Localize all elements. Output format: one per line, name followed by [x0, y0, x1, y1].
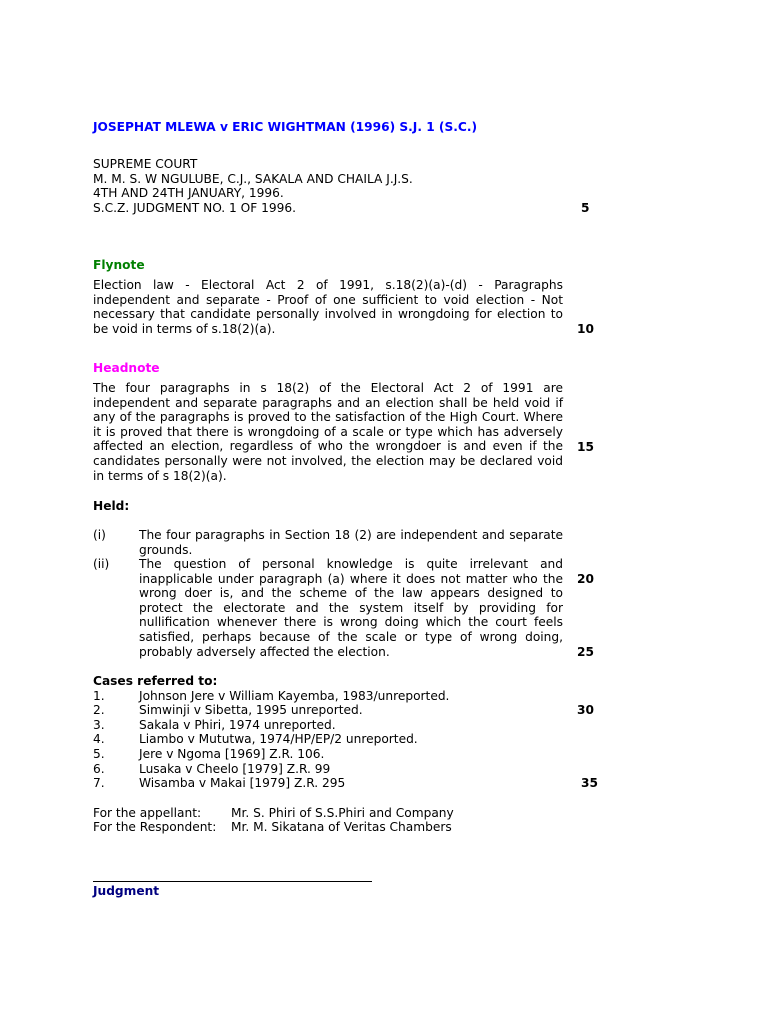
case-number: 3.	[93, 718, 105, 732]
line-number: 10	[577, 322, 594, 336]
held-item-text: The question of personal knowledge is quite irrelevant and inapplicable under paragraph (a) where it does not matter who the wrong doer is, and the scheme of the law appears designed to protect the electorate and the system itself by providing for nullification whenever there is wrong doing which the court feels satisfied, perhaps because of the scale or type of wrong doing, probably adversely affected the election.	[139, 557, 563, 659]
case-text: Liambo v Mututwa, 1974/HP/EP/2 unreported.	[139, 732, 418, 746]
case-text: Johnson Jere v William Kayemba, 1983/unreported.	[139, 689, 450, 703]
judgment-dates: 4TH AND 24TH JANUARY, 1996.	[93, 186, 284, 200]
held-heading: Held:	[93, 499, 130, 513]
counsel-label: For the Respondent:	[93, 820, 217, 834]
held-item-number: (i)	[93, 528, 106, 542]
case-text: Simwinji v Sibetta, 1995 unreported.	[139, 703, 363, 717]
headnote-heading: Headnote	[93, 361, 160, 375]
held-item-number: (ii)	[93, 557, 110, 571]
case-number: 4.	[93, 732, 105, 746]
counsel-label: For the appellant:	[93, 806, 202, 820]
held-item-text: The four paragraphs in Section 18 (2) are independent and separate grounds.	[139, 528, 563, 557]
case-number: 7.	[93, 776, 105, 790]
line-number: 15	[577, 440, 594, 454]
case-number: 2.	[93, 703, 105, 717]
case-number: 1.	[93, 689, 105, 703]
case-text: Lusaka v Cheelo [1979] Z.R. 99	[139, 762, 331, 776]
line-number: 35	[581, 776, 598, 790]
line-number: 30	[577, 703, 594, 717]
counsel-value: Mr. M. Sikatana of Veritas Chambers	[231, 820, 452, 834]
case-text: Jere v Ngoma [1969] Z.R. 106.	[139, 747, 325, 761]
case-text: Sakala v Phiri, 1974 unreported.	[139, 718, 336, 732]
divider	[93, 881, 273, 882]
judges: M. M. S. W NGULUBE, C.J., SAKALA AND CHAILA J.J.S.	[93, 172, 413, 186]
court-name: SUPREME COURT	[93, 157, 198, 171]
case-title: JOSEPHAT MLEWA v ERIC WIGHTMAN (1996) S.J. 1 (S.C.)	[93, 120, 478, 134]
line-number: 25	[577, 645, 594, 659]
counsel-value: Mr. S. Phiri of S.S.Phiri and Company	[231, 806, 454, 820]
divider	[273, 881, 372, 882]
flynote-heading: Flynote	[93, 258, 145, 272]
line-number: 5	[581, 201, 590, 215]
judgment-heading: Judgment	[93, 884, 160, 898]
judgment-number: S.C.Z. JUDGMENT NO. 1 OF 1996.	[93, 201, 297, 215]
flynote-text: Election law - Electoral Act 2 of 1991, s.18(2)(a)-(d) - Paragraphs independent and separate - Proof of one sufficient to void election - Not necessary that candidate personally involved in wrongdoing for election to be void in terms of s.18(2)(a).	[93, 278, 563, 336]
case-text: Wisamba v Makai [1979] Z.R. 295	[139, 776, 346, 790]
headnote-text: The four paragraphs in s 18(2) of the Electoral Act 2 of 1991 are independent and separate paragraphs and an election shall be held void if any of the paragraphs is proved to the satisfaction of the High Court. Where it is proved that there is wrongdoing of a scale or type which has adversely affected an election, regardless of who the wrongdoer is and even if the candidates personally were not involved, the election may be declared void in terms of s 18(2)(a).	[93, 381, 563, 483]
case-number: 5.	[93, 747, 105, 761]
case-number: 6.	[93, 762, 105, 776]
line-number: 20	[577, 572, 594, 586]
cases-heading: Cases referred to:	[93, 674, 218, 688]
